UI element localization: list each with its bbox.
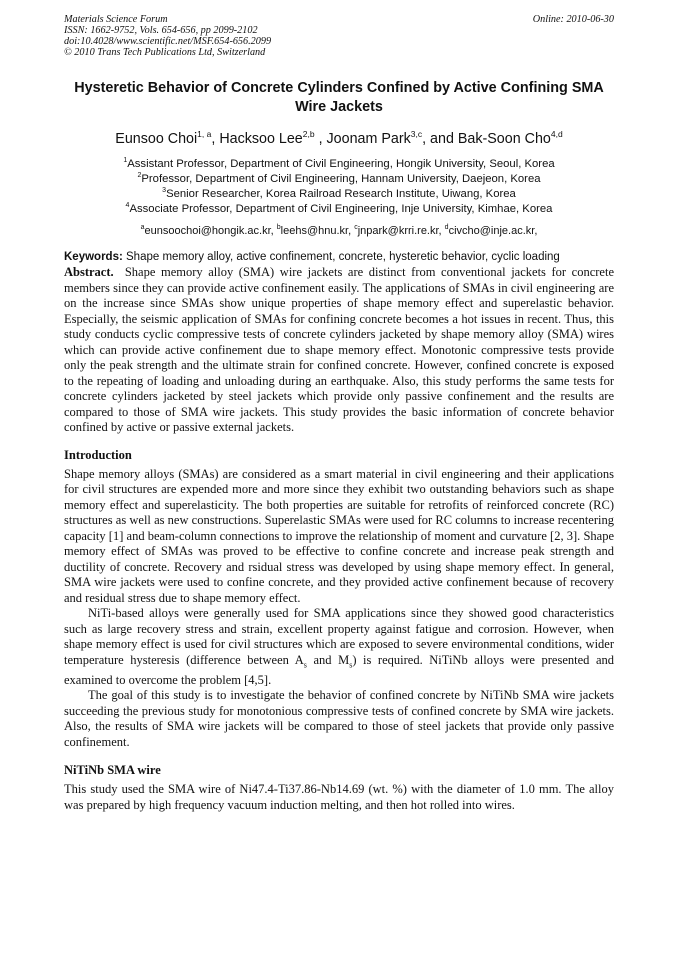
affiliation-1: $^1$Assistant Professor, Department of Civil Engineering, Hongik University, Seoul, Korea	[123, 157, 555, 170]
email-b[interactable]: $^b$leehs@hnu.kr,	[276, 224, 355, 237]
author-1: Eunsoo Choi$^{1, a}$,	[115, 129, 220, 147]
affiliation-3: $^3$Senior Researcher, Korea Railroad Research Institute, Uiwang, Korea	[162, 187, 516, 200]
email-list	[64, 224, 614, 239]
email-d[interactable]: $^d$civcho@inje.ac.kr,	[444, 224, 538, 237]
section-heading-nitinb: NiTiNb SMA wire	[64, 763, 161, 777]
intro-paragraph-1: Shape memory alloys (SMAs) are considered as a smart material in civil engineering and their applications for civil structures are expended more and more since they exhibit two outstanding behaviors such as shape memory effect and superelasticity. The both properties are suitable for retrofits of reinforced concrete (RC) structures as well as new constructions. Superelastic SMAs were used for RC columns to increase recentering capacity [1] and beam-column connections to improve the relationship of moment and curvature [2, 3]. Shape memory effect of SMAs was proved to be effective to confine concrete and increase peak strength and ductility of concrete. Recovery and rsidual stress was developed by using shape memory effect. In general, SMA wire jackets were used to confine concrete, and they provided active confinement because of recovery and residual stress due to shape memory effect.	[64, 466, 614, 605]
section-heading-introduction: Introduction	[64, 447, 132, 462]
abstract-text: Shape memory alloy (SMA) wire jackets are distinct from conventional jackets for concrete members since they can provide active confinement easily. The applications of SMAs in civil engineering are on the increase since SMAs show unique properties of shape memory effect and superelastic behavior. Especially, the seismic application of SMAs for confining concrete becomes a hot issues in recent. Thus, this study conducts cyclic compressive tests of concrete cylinders jacketed by shape memory alloy (SMA) wires which can provide active confinement due to shape memory effect. Monotonic compressive tests provide only the peak strength and the ultimate strain for confined concrete. However, confined concrete is exposed to the repeating of loading and unloading during an earthquake. Also, this study performs the same tests for concrete cylinders jacketed by steel jackets which provide only passive confinement and the results are compared to those of SMA wire jackets. This study provides the basic information of concrete behavior confined by active or passive external jackets.	[64, 265, 614, 434]
nitinb-paragraph-1: This study used the SMA wire of Ni47.4-Ti37.86-Nb14.69 (wt. %) with the diameter of 1.0 mm. The alloy was prepared by high frequency vacuum induction melting, and then hot rolled into wires.	[64, 782, 614, 812]
paper-title: Hysteretic Behavior of Concrete Cylinders Confined by Active Confining SMA Wire Jackets	[74, 80, 604, 115]
copyright-line: © 2010 Trans Tech Publications Ltd, Switzerland	[64, 47, 266, 58]
affiliation-4: $^4$Associate Professor, Department of Civil Engineering, Inje University, Kimhae, Korea	[125, 202, 553, 215]
journal-name: Materials Science Forum	[64, 14, 168, 25]
intro-paragraph-3: The goal of this study is to investigate the behavior of confined concrete by NiTiNb SMA wire jackets succeeding the previous study for monotonious compressive tests of confined concrete by SMA wire jackets. Also, the results of SMA wire jackets will be compared to those of steel jackets that provide only passive confinement.	[64, 688, 614, 749]
keywords-text: Shape memory alloy, active confinement, concrete, hysteretic behavior, cyclic loading	[126, 251, 560, 263]
author-list	[64, 130, 614, 148]
author-2: Hacksoo Lee$^{2,b}$ ,	[219, 129, 327, 147]
affiliations	[64, 157, 614, 217]
intro-paragraph-2: NiTi-based alloys were generally used for SMA applications since they showed good characteristics such as large recovery stress and strain, excellent property against fatigue and corrosion. However, when shape memory effect is used for civil structures which are exposed to severe environmental conditions, wider temperature hysteresis (difference between $A_s$ and $M_s$) is required. NiTiNb alloys were presented and examined to overcome the problem [4,5].	[64, 606, 614, 687]
online-date: Online: 2010-06-30	[532, 14, 614, 25]
author-3: Joonam Park$^{3,c}$, and	[326, 129, 458, 147]
doi-line: doi:10.4028/www.scientific.net/MSF.654-656.2099	[64, 36, 272, 47]
affiliation-2: $^2$Professor, Department of Civil Engineering, Hannam University, Daejeon, Korea	[137, 172, 541, 185]
email-a[interactable]: $^a$eunsoochoi@hongik.ac.kr,	[140, 224, 277, 237]
running-header	[64, 14, 614, 58]
abstract-label: Abstract.	[64, 265, 114, 279]
publication-info	[64, 14, 271, 58]
abstract	[64, 265, 614, 436]
issn-line: ISSN: 1662-9752, Vols. 654-656, pp 2099-2102	[64, 25, 258, 36]
keywords	[64, 250, 614, 265]
keywords-label: Keywords:	[64, 251, 123, 263]
author-4: Bak-Soon Cho$^{4,d}$	[457, 129, 563, 147]
email-c[interactable]: $^c$jnpark@krri.re.kr,	[354, 224, 445, 237]
